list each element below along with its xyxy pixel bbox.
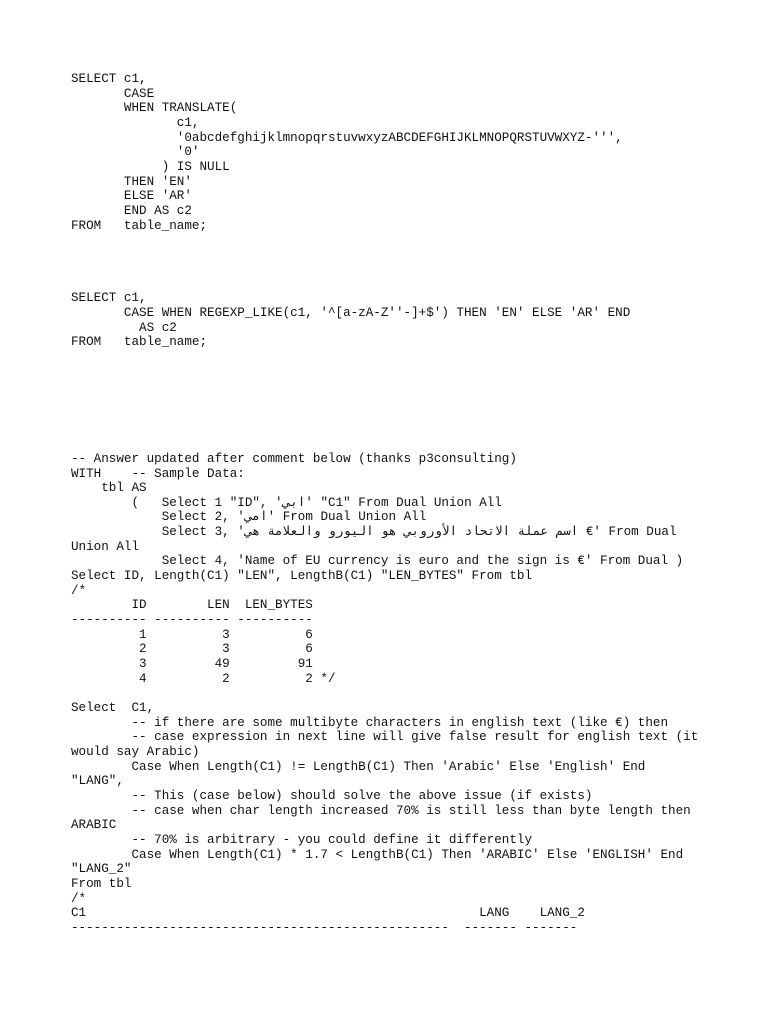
sql-length-query: -- Answer updated after comment below (thanks p3consulting) WITH -- Sample Data: tbl AS ( Select 1 "ID", 'ابي' "C1" From Dual Union All Select 2, 'امي' From Dual Union All Select 3, 'اسم عملة الاتحاد الأوروبي هو اليورو والعلامة هي €' From Dual Union All Select 4, 'Name of EU currency is euro and the sign is €' From Dual ) Select ID, Length(C1) "LEN", LengthB(C1) "LEN_BYTES" From tbl /* ID LEN LEN_BYTES ---------- ---------- ---------- 1 3 6 2 3 6 3 49 91 4 2 2 */ Select C1, -- if there are some multibyte characters in english text (like €) then -- case expression in next line will give false result for english text (it would say Arabic) Case When Length(C1) != LengthB(C1) Then 'Arabic' Else 'English' End "LANG", -- This (case below) should solve the above issue (if exists) -- case when char length increased 70% is still less than byte length then ARABIC -- 70% is arbitrary - you could define it differently Case When Length(C1) * 1.7 < LengthB(C1) Then 'ARABIC' Else 'ENGLISH' End "LANG_2" From tbl /* C1 LANG LANG_2 -------------------------------------------------- ------- ------- <box>71 451 699 935</box>
sql-regexp-query: SELECT c1, CASE WHEN REGEXP_LIKE(c1, '^[a-zA-Z''-]+$') THEN 'EN' ELSE 'AR' END AS c2 FROM table_name; <box>71 291 631 350</box>
blank-space <box>71 350 711 452</box>
sql-translate-query: SELECT c1, CASE WHEN TRANSLATE( c1, '0abcdefghijklmnopqrstuvwxyzABCDEFGHIJKLMNOPQRSTUVWXYZ-''', '0' ) IS NULL THEN 'EN' ELSE 'AR' END AS c2 FROM table_name; <box>71 72 623 233</box>
blank-space <box>71 233 711 291</box>
document-page <box>71 72 711 936</box>
